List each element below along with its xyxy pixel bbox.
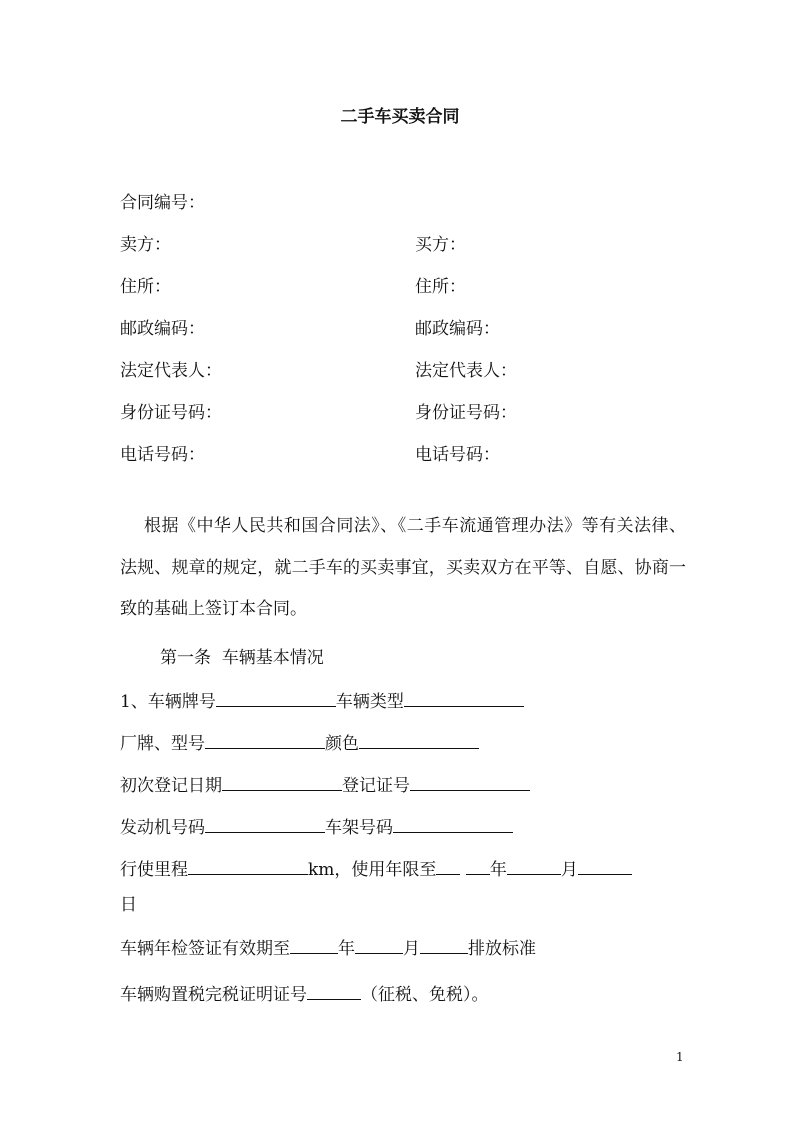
- article-number: 第一条: [160, 648, 211, 668]
- inspection-month-label: 月: [403, 939, 420, 959]
- inspection-year-blank[interactable]: [290, 936, 338, 954]
- seller-legal-rep-label: 法定代表人：: [120, 361, 222, 381]
- first-registration-date-blank[interactable]: [222, 773, 342, 791]
- seller-phone-label: 电话号码：: [120, 445, 205, 465]
- emission-standard-label: 排放标准: [468, 939, 536, 959]
- year-label: 年: [489, 860, 507, 880]
- month-label: 月: [560, 860, 578, 880]
- document-title: 二手车买卖合同: [340, 107, 460, 127]
- plate-number-blank[interactable]: [216, 689, 336, 707]
- buyer-legal-rep-label: 法定代表人：: [415, 361, 517, 381]
- engine-number-label: 发动机号码: [120, 818, 205, 838]
- buyer-address-label: 住所：: [415, 277, 466, 297]
- brand-model-blank[interactable]: [205, 731, 325, 749]
- service-year-blank-b[interactable]: [466, 857, 490, 875]
- item-number: 1、: [120, 692, 148, 712]
- service-day-blank[interactable]: [578, 857, 632, 875]
- inspection-day-blank[interactable]: [420, 936, 468, 954]
- purchase-tax-cert-blank[interactable]: [307, 982, 361, 1000]
- inspection-validity-label: 车辆年检签证有效期至: [120, 939, 290, 959]
- mileage-label: 行使里程: [120, 860, 188, 880]
- mileage-line: [120, 857, 632, 881]
- service-month-blank[interactable]: [507, 857, 561, 875]
- brand-model-label: 厂牌、型号: [120, 734, 205, 754]
- registration-cert-blank[interactable]: [410, 773, 530, 791]
- purchase-tax-line: [120, 982, 489, 1006]
- color-label: 颜色: [325, 734, 359, 754]
- seller-id-number-label: 身份证号码：: [120, 403, 222, 423]
- seller-address-label: 住所：: [120, 277, 171, 297]
- engine-chassis-line: [120, 815, 513, 839]
- registration-cert-label: 登记证号: [342, 776, 410, 796]
- plate-number-label: 车辆牌号: [147, 692, 216, 712]
- tax-status-label: （征税、免税）。: [361, 985, 489, 1005]
- intro-paragraph: 根据《中华人民共和国合同法》、《二手车流通管理办法》等有关法律、法规、规章的规定，就二手车的买卖事宜，买卖双方在平等、自愿、协商一致的基础上签订本合同。: [120, 516, 686, 619]
- brand-color-line: [120, 731, 479, 755]
- inspection-month-blank[interactable]: [355, 936, 403, 954]
- seller-label: 卖方：: [120, 235, 171, 255]
- registration-line: [120, 773, 530, 797]
- article-1-heading: [160, 647, 324, 669]
- day-label: 日: [120, 895, 137, 915]
- first-registration-date-label: 初次登记日期: [120, 776, 222, 796]
- vehicle-plate-type-line: [120, 689, 524, 713]
- inspection-line: [120, 936, 536, 960]
- vehicle-type-blank[interactable]: [404, 689, 524, 707]
- buyer-label: 买方：: [415, 235, 466, 255]
- article-title: 车辆基本情况: [221, 648, 324, 668]
- service-year-blank-a[interactable]: [436, 857, 460, 875]
- buyer-postcode-label: 邮政编码：: [415, 319, 500, 339]
- color-blank[interactable]: [359, 731, 479, 749]
- mileage-blank[interactable]: [188, 857, 308, 875]
- buyer-phone-label: 电话号码：: [415, 445, 500, 465]
- inspection-year-label: 年: [338, 939, 355, 959]
- engine-number-blank[interactable]: [205, 815, 325, 833]
- vehicle-type-label: 车辆类型: [335, 692, 404, 712]
- page-number: 1: [676, 1050, 684, 1064]
- purchase-tax-cert-label: 车辆购置税完税证明证号: [120, 985, 307, 1005]
- chassis-number-blank[interactable]: [393, 815, 513, 833]
- contract-number-label: 合同编号：: [120, 193, 205, 213]
- service-life-label: km，使用年限至: [308, 860, 437, 880]
- buyer-id-number-label: 身份证号码：: [415, 403, 517, 423]
- seller-postcode-label: 邮政编码：: [120, 319, 205, 339]
- chassis-number-label: 车架号码: [325, 818, 393, 838]
